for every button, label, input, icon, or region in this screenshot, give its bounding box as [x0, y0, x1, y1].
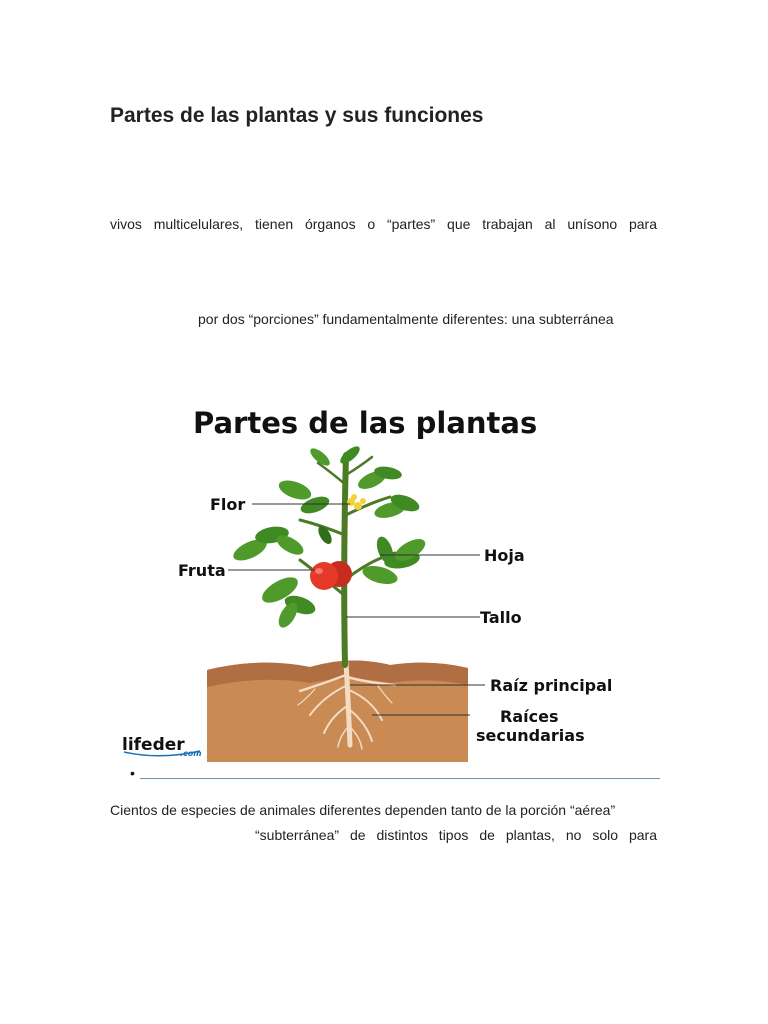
figure-title: Partes de las plantas	[193, 406, 538, 440]
label-fruta: Fruta	[178, 561, 226, 580]
lifeder-logo	[122, 735, 202, 758]
paragraph-2: por dos “porciones” fundamentalmente diferentes: una subterránea	[198, 311, 614, 327]
label-hoja: Hoja	[484, 546, 525, 565]
list-bullet: •	[130, 765, 135, 781]
label-raices-line1: Raíces	[500, 707, 559, 726]
document-title: Partes de las plantas y sus funciones	[110, 104, 484, 127]
stem	[300, 455, 395, 665]
logo-suffix: .com	[180, 749, 202, 758]
label-raices-line2: secundarias	[476, 726, 585, 745]
paragraph-4: “subterránea” de distintos tipos de plantas, no solo para	[255, 827, 657, 843]
label-tallo: Tallo	[480, 608, 522, 627]
logo-main: lifeder	[122, 735, 185, 755]
plant-parts-figure	[110, 385, 660, 777]
label-raiz-principal: Raíz principal	[490, 676, 613, 695]
horizontal-rule	[140, 778, 660, 779]
label-flor: Flor	[210, 495, 246, 514]
paragraph-1: vivos multicelulares, tienen órganos o “partes” que trabajan al unísono para	[110, 216, 657, 232]
plant-diagram	[110, 385, 660, 777]
paragraph-3: Cientos de especies de animales diferentes dependen tanto de la porción “aérea”	[110, 802, 616, 818]
